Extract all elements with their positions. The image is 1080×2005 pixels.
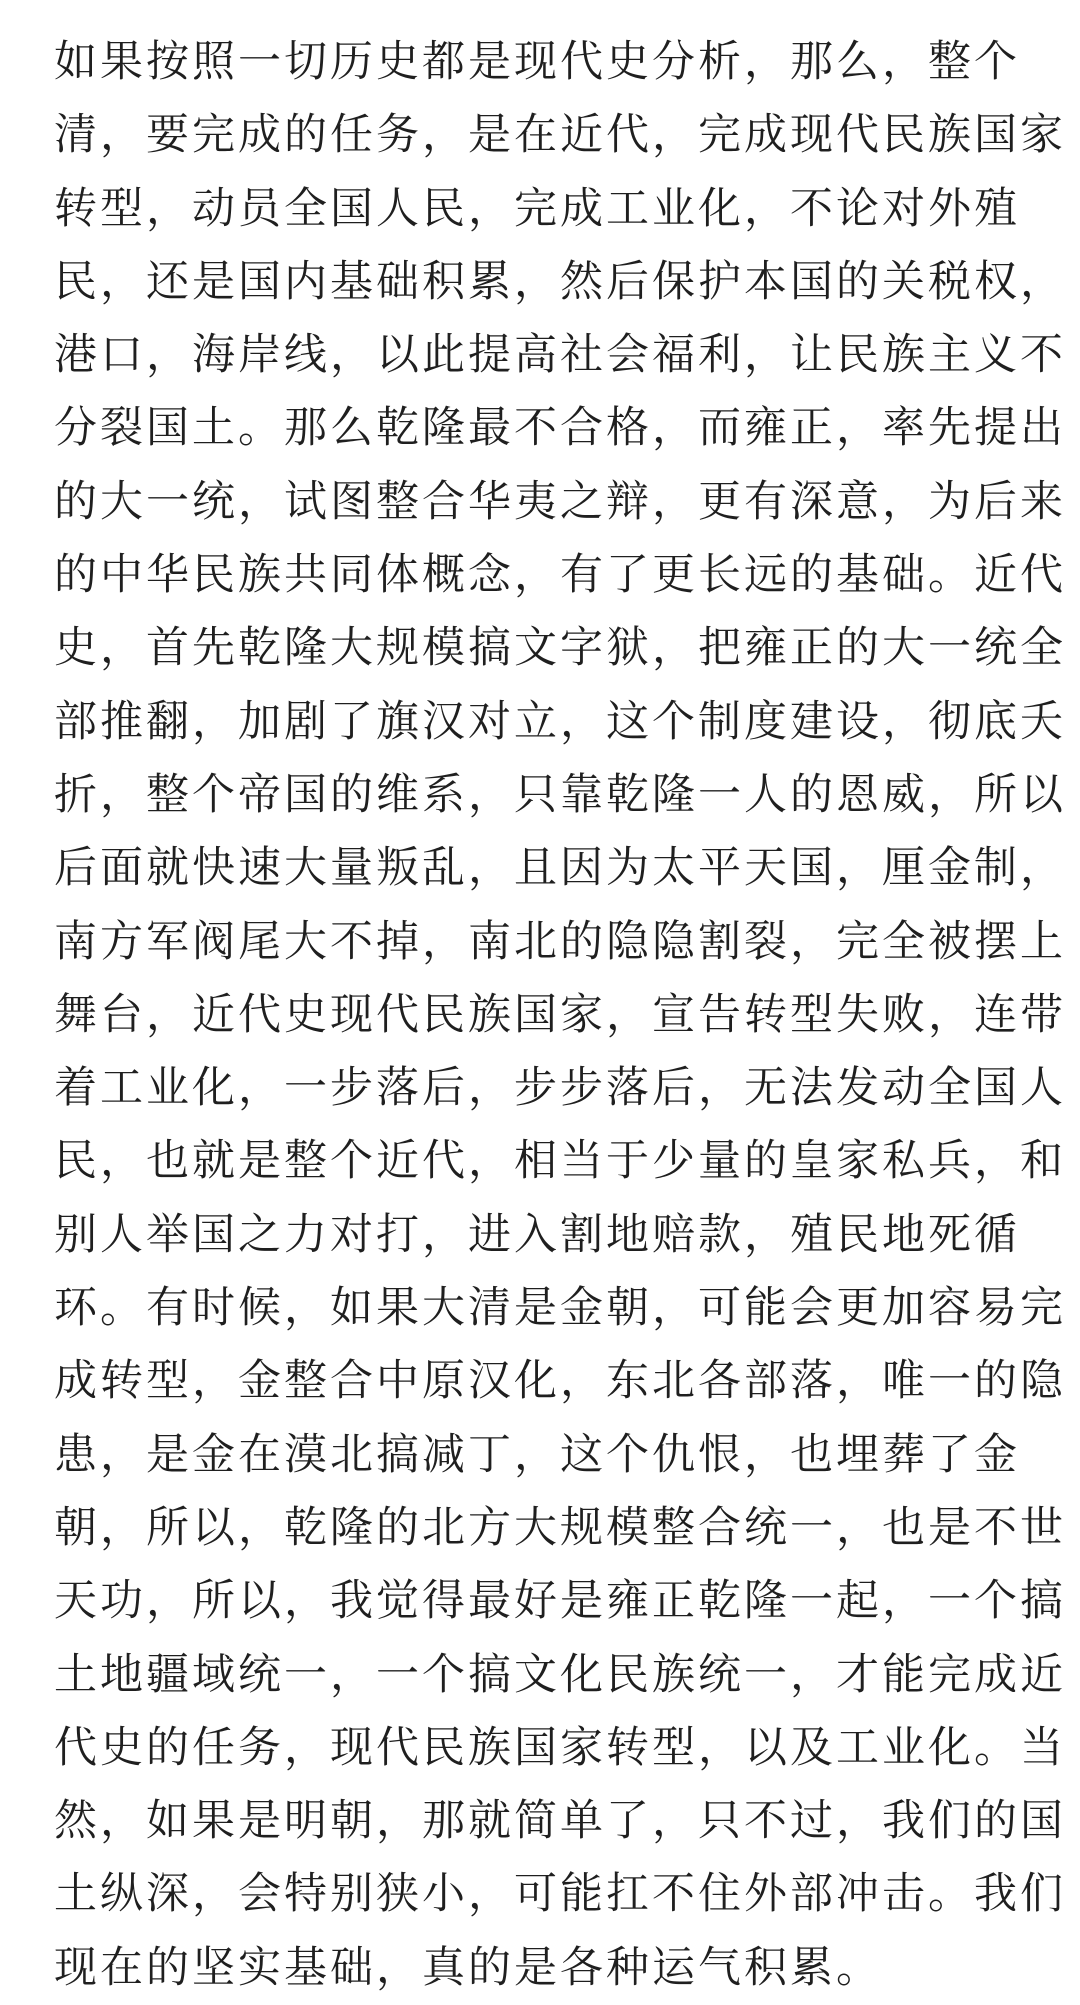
post-text-line: 民，还是国内基础积累，然后保护本国的关税权，: [54, 256, 1066, 307]
post-text-line: 港口，海岸线，以此提高社会福利，让民族主义不: [54, 330, 1066, 381]
post-text-line: 的大一统，试图整合华夷之辩，更有深意，为后来: [54, 476, 1066, 527]
post-text-line: 朝，所以，乾隆的北方大规模整合统一，也是不世: [54, 1502, 1066, 1553]
post-text-line: 代史的任务，现代民族国家转型，以及工业化。当: [54, 1722, 1066, 1773]
post-text-line: 的中华民族共同体概念，有了更长远的基础。近代: [54, 550, 1066, 601]
post-text-line: 转型，动员全国人民，完成工业化，不论对外殖: [54, 183, 1020, 234]
post-text-line: 然，如果是明朝，那就简单了，只不过，我们的国: [54, 1796, 1066, 1847]
post-text-line: 舞台，近代史现代民族国家，宣告转型失败，连带: [54, 989, 1066, 1040]
post-text-line: 后面就快速大量叛乱，且因为太平天国，厘金制，: [54, 843, 1066, 894]
post-text-line: 清，要完成的任务，是在近代，完成现代民族国家: [54, 110, 1066, 161]
post-text-line: 分裂国土。那么乾隆最不合格，而雍正，率先提出: [54, 403, 1066, 454]
post-text-line: 史，首先乾隆大规模搞文字狱，把雍正的大一统全: [54, 623, 1066, 674]
post-text-line: 环。有时候，如果大清是金朝，可能会更加容易完: [54, 1283, 1066, 1334]
post-text-line: 土纵深，会特别狭小，可能扛不住外部冲击。我们: [54, 1869, 1066, 1920]
post-text-line: 天功，所以，我觉得最好是雍正乾隆一起，一个搞: [54, 1576, 1066, 1627]
post-text-line: 成转型，金整合中原汉化，东北各部落，唯一的隐: [54, 1356, 1066, 1407]
post-text-line: 土地疆域统一，一个搞文化民族统一，才能完成近: [54, 1649, 1066, 1700]
post-text-line: 患，是金在漠北搞减丁，这个仇恨，也埋葬了金: [54, 1429, 1020, 1480]
post-text-line: 南方军阀尾大不掉，南北的隐隐割裂，完全被摆上: [54, 916, 1066, 967]
post-text-line: 民，也就是整个近代，相当于少量的皇家私兵，和: [54, 1136, 1066, 1187]
post-text-line: 折，整个帝国的维系，只靠乾隆一人的恩威，所以: [54, 769, 1066, 820]
post-text-body: [54, 26, 1066, 2005]
post-text-line: 现在的坚实基础，真的是各种运气积累。: [54, 1942, 882, 1993]
post-text-line: 如果按照一切历史都是现代史分析，那么，整个: [54, 37, 1020, 87]
post-text-line: 着工业化，一步落后，步步落后，无法发动全国人: [54, 1063, 1066, 1114]
post-text-line: 部推翻，加剧了旗汉对立，这个制度建设，彻底夭: [54, 696, 1066, 747]
post-text-line: 别人举国之力对打，进入割地赔款，殖民地死循: [54, 1209, 1020, 1260]
